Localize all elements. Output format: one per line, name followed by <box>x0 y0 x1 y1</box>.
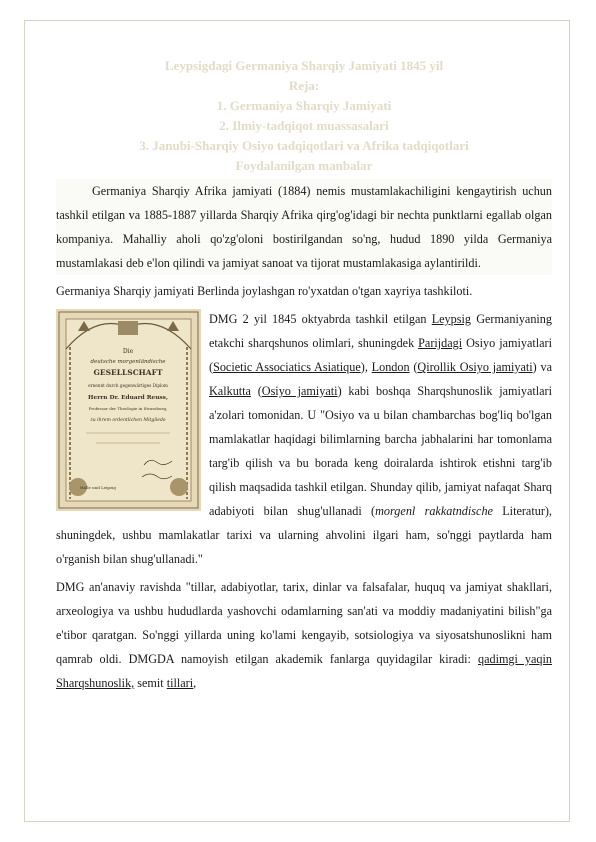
diploma-text: Professor der Theologie in Strassburg, <box>88 406 168 411</box>
paragraph-berlin: Germaniya Sharqiy jamiyati Berlinda joylashgan ro'yxatdan o'tgan xayriya tashkiloti. <box>56 284 473 298</box>
text-run: semit <box>134 676 167 690</box>
text-run: ( <box>250 384 262 398</box>
link-london[interactable]: London <box>371 360 410 374</box>
document-header <box>56 56 552 176</box>
link-near-east-studies[interactable]: qadimgi yaqin Sharqshunoslik, <box>56 652 552 690</box>
link-royal-asiatic-society[interactable]: Qirollik Osiyo jamiyati <box>417 360 533 374</box>
link-societe-asiatique[interactable]: Societic Associatics Asiatique <box>213 360 361 374</box>
diploma-text: Die <box>122 348 134 355</box>
diploma-text: zu ihrem ordentlichen Mitgliede <box>90 418 166 423</box>
diploma-text: ernennt durch gegenwärtiges Diplom <box>88 383 168 388</box>
text-run: ) kabi boshqa Sharqshunoslik jamiyatlari a'zolari tomonidan. U "Osiyo va u bilan chambarchas bog'liq bo'lgan mamlakatlar haqidagi bilimlarning barcha jabhalarini har tomonlama targ'ib qilish va bu borada keng doiralarda ishtirok etishni targ'ib qilish maqsadida tashkil etilgan. Shunday qilib, jamiyat nafaqat Sharq adabiyoti bilan shug'ullanadi ( <box>209 384 552 518</box>
document-title: Leypsigdagi Germaniya Sharqiy Jamiyati 1845 yil <box>164 58 444 73</box>
plan-item: 1. Germaniya Sharqiy Jamiyati <box>216 98 392 113</box>
diploma-text: deutsche morgenländische <box>90 359 166 365</box>
diploma-text: Halle und Leipzig <box>80 485 116 490</box>
document-body <box>56 56 552 695</box>
link-leipzig[interactable]: Leypsig <box>431 312 471 326</box>
text-run: , <box>193 676 197 690</box>
text-run: Osiyo jamiyatlari ( <box>209 336 552 374</box>
paragraph-scope <box>56 575 552 695</box>
text-run: ) va <box>532 360 552 374</box>
italic-term: morgenl rakkatndische <box>375 504 493 518</box>
link-languages[interactable]: tillari <box>166 676 194 690</box>
link-asiatic-society[interactable]: Osiyo jamiyati <box>261 384 338 398</box>
plan-item: 3. Janubi-Sharqiy Osiyo tadqiqotlari va Afrika tadqiqotlari <box>139 138 469 153</box>
plan-label: Reja: <box>288 78 320 93</box>
paragraph-intro: Germaniya Sharqiy Afrika jamiyati (1884) nemis mustamlakachiligini kengaytirish uchun tashkil etilgan va 1885-1887 yillarda Sharqiy Afrika qirg'og'idagi bir nechta punktlarni egallab olgan kompaniya. Mahalliy aholi qo'zg'oloni bostirilgandan so'ng, hudud 1890 yilda Germaniya mustamlakasi deb e'lon qilindi va jamiyat sanoat va tijorat mustamlakasiga aylantirildi. <box>56 179 552 275</box>
diploma-image <box>56 309 201 511</box>
diploma-text: GESELLSCHAFT <box>93 368 163 377</box>
text-run: ( <box>409 360 418 374</box>
text-run: DMG an'anaviy ravishda "tillar, adabiyotlar, tarix, dinlar va falsafalar, huquq va jamiyat shakllari, arxeologiya va ushbu hududlarda yashovchi odamlarning san'ati va moddiy madaniyatini bilish"ga e'tibor qaratgan. So'nggi yillarda uning ko'lami kengayib, sotsiologiya va siyosatshunoslikni ham qamrab oldi. DMGDA namoyish etilgan akademik fanlarga quyidagilar kiradi: <box>56 580 552 666</box>
plan-item: 2. Ilmiy-tadqiqot muassasalari <box>219 118 389 133</box>
diploma-text: Herrn Dr. Eduard Reuss, <box>88 395 168 401</box>
text-run: ), <box>360 360 372 374</box>
paragraph-founding-block <box>56 307 552 571</box>
text-run: DMG 2 yil 1845 oktyabrda tashkil etilgan <box>209 312 432 326</box>
sources-label: Foydalanilgan manbalar <box>235 158 373 173</box>
link-kolkata[interactable]: Kalkutta <box>209 384 251 398</box>
text-run: Literatur), shuningdek, ushbu mamlakatlar tarixi va ularning ahvolini ilgari ham, so'nggi paytlarda ham o'rganish bilan shug'ullanadi." <box>56 504 552 566</box>
text-run: Germaniyaning etakchi sharqshunos olimlari, shuningdek <box>209 312 552 350</box>
link-paris[interactable]: Parijdagi <box>418 336 463 350</box>
